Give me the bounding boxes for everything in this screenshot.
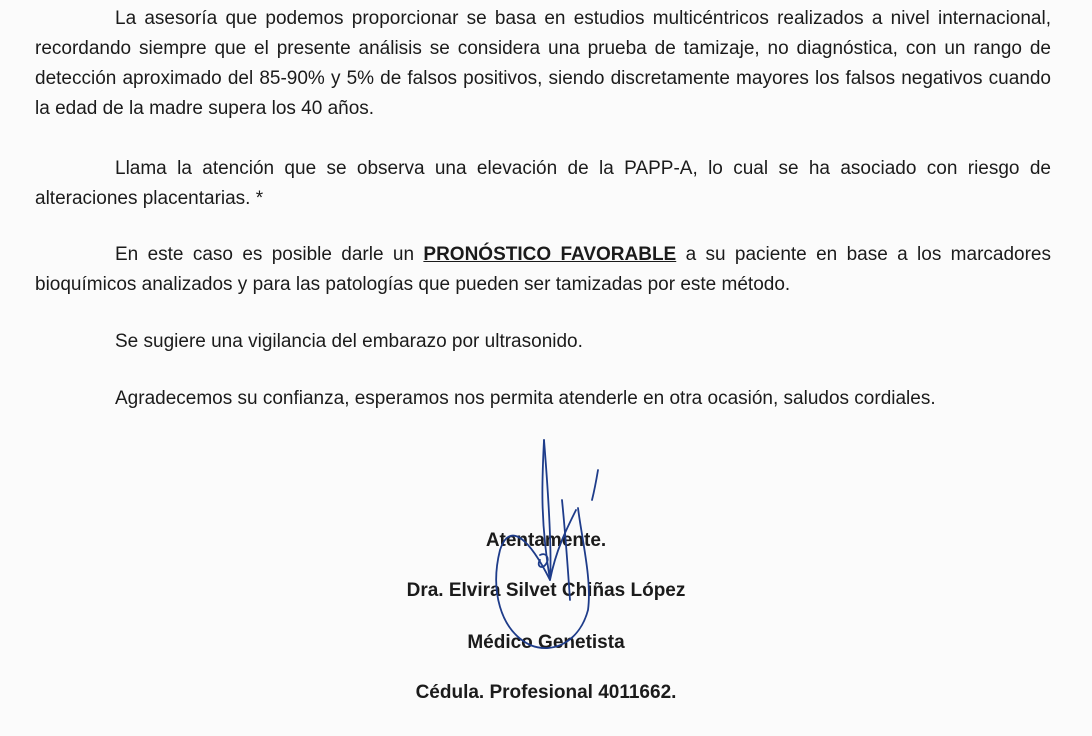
closing-text: Atentamente.: [485, 530, 607, 551]
paragraph-ultrasound-suggestion: Se sugiere una vigilancia del embarazo por ultrasonido.: [115, 331, 583, 352]
paragraph-pappa-elevation: Llama la atención que se observa una elevación de la PAPP-A, lo cual se ha asociado con riesgo de alteraciones placentarias. *: [35, 158, 1051, 209]
paragraph-screening-advice: La asesoría que podemos proporcionar se basa en estudios multicéntricos realizados a nivel internacional, recordando siempre que el presente análisis se considera una prueba de tamizaje, no diagnóstica, con un rango de detección aproximado del 85-90% y 5% de falsos positivos, siendo discretamente mayores los falsos negativos cuando la edad de la madre supera los 40 años.: [35, 8, 1051, 119]
paragraph-thanks: Agradecemos su confianza, esperamos nos permita atenderle en otra ocasión, saludos cordiales.: [115, 388, 936, 409]
signer-name: [0, 580, 1092, 602]
signer-title: [0, 632, 1092, 654]
paragraph-prognosis: [35, 240, 1051, 300]
signer-title-text: Médico Genetista: [467, 632, 625, 653]
prognosis-text-before: En este caso es posible darle un: [115, 244, 424, 265]
prognosis-text-after: a su paciente en base a los marcadores bioquímicos analizados y para las patologías que pueden ser tamizadas por este método.: [35, 244, 1051, 295]
professional-license: [0, 682, 1092, 704]
signer-name-text: Dra. Elvira Silvet Chiñas López: [406, 580, 686, 601]
prognosis-emphasis: PRONÓSTICO FAVORABLE: [423, 244, 677, 265]
professional-license-text: Cédula. Profesional 4011662.: [415, 682, 677, 703]
closing-line: [0, 530, 1092, 552]
